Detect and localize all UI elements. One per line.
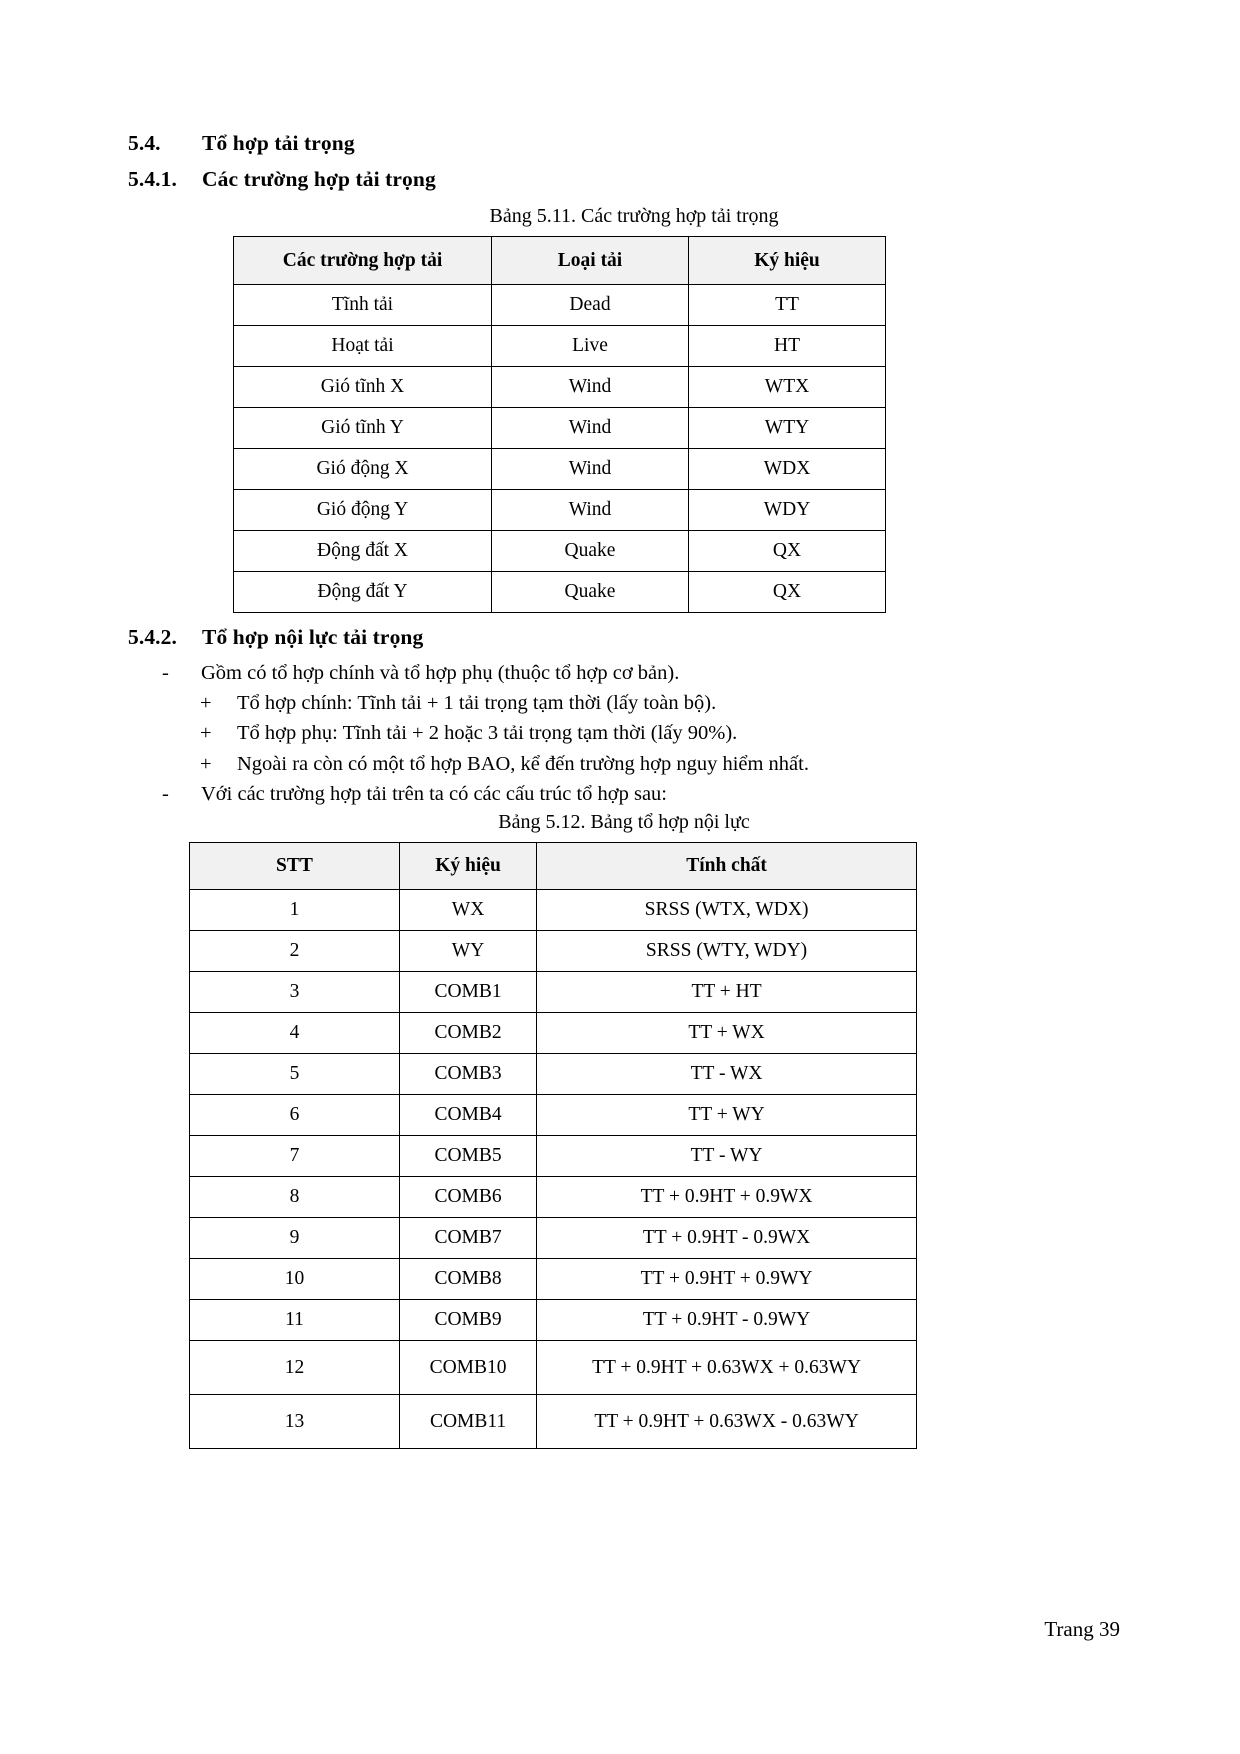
cell-stt: 7 [190,1136,400,1177]
cell-load-type: Wind [492,408,689,449]
list-item [128,779,1120,809]
cell-symbol: WDX [689,449,886,490]
table-row [190,1218,917,1259]
bullet-marker: + [200,691,212,714]
bullet-marker: - [162,661,169,684]
cell-property: TT + 0.9HT + 0.63WX - 0.63WY [537,1395,917,1449]
table-row [190,1395,917,1449]
bullet-marker: - [162,782,169,805]
cell-load-case: Hoạt tải [234,326,492,367]
cell-symbol: COMB7 [399,1218,536,1259]
page-footer: Trang 39 [1044,1617,1120,1641]
cell-load-type: Quake [492,572,689,613]
list-item [128,749,1120,779]
cell-stt: 2 [190,931,400,972]
table-row [234,449,886,490]
cell-load-type: Wind [492,449,689,490]
cell-symbol: COMB11 [399,1395,536,1449]
list-item-text: Gồm có tổ hợp chính và tổ hợp phụ (thuộc tổ hợp cơ bản). [201,661,680,684]
cell-stt: 4 [190,1013,400,1054]
table-internal-force-combinations [189,842,917,1449]
table-row [190,1259,917,1300]
cell-load-type: Live [492,326,689,367]
column-header-load-case: Các trường hợp tải [234,237,492,285]
cell-symbol: QX [689,572,886,613]
cell-stt: 5 [190,1054,400,1095]
section-number-5-4-1: 5.4.1. [128,166,177,191]
table-row [234,531,886,572]
cell-property: TT - WY [537,1136,917,1177]
column-header-symbol: Ký hiệu [689,237,886,285]
cell-stt: 10 [190,1259,400,1300]
cell-property: TT - WX [537,1054,917,1095]
cell-load-case: Gió động X [234,449,492,490]
table-row [190,1054,917,1095]
table-row [234,326,886,367]
table-row [234,285,886,326]
cell-symbol: COMB4 [399,1095,536,1136]
table-load-cases-body [234,285,886,613]
table-row [234,572,886,613]
cell-symbol: QX [689,531,886,572]
bullet-list [128,658,1120,810]
column-header-load-type: Loại tải [492,237,689,285]
cell-stt: 9 [190,1218,400,1259]
table-row [234,490,886,531]
cell-symbol: HT [689,326,886,367]
column-header-symbol: Ký hiệu [399,843,536,890]
cell-symbol: COMB10 [399,1341,536,1395]
cell-symbol: COMB8 [399,1259,536,1300]
section-title-5-4: Tổ hợp tải trọng [202,131,355,155]
cell-stt: 8 [190,1177,400,1218]
section-number-5-4: 5.4. [128,131,161,155]
cell-symbol: COMB9 [399,1300,536,1341]
table-header-row [190,843,917,890]
cell-load-type: Quake [492,531,689,572]
table-row [190,1177,917,1218]
table-row [190,1013,917,1054]
cell-symbol: WDY [689,490,886,531]
table-load-cases [233,236,886,613]
cell-load-type: Dead [492,285,689,326]
cell-symbol: COMB1 [399,972,536,1013]
list-item [128,718,1120,748]
table-row [190,931,917,972]
cell-property: TT + 0.9HT + 0.9WX [537,1177,917,1218]
bullet-marker: + [200,722,212,745]
cell-load-case: Gió động Y [234,490,492,531]
cell-load-type: Wind [492,490,689,531]
cell-property: TT + HT [537,972,917,1013]
column-header-stt: STT [190,843,400,890]
section-heading-5-4 [128,130,1120,158]
cell-symbol: WTY [689,408,886,449]
cell-load-case: Động đất X [234,531,492,572]
cell-stt: 6 [190,1095,400,1136]
table-header-row [234,237,886,285]
cell-property: SRSS (WTY, WDY) [537,931,917,972]
section-heading-5-4-1 [128,166,1120,194]
cell-symbol: TT [689,285,886,326]
cell-load-case: Động đất Y [234,572,492,613]
cell-property: TT + 0.9HT - 0.9WX [537,1218,917,1259]
bullet-marker: + [200,752,212,775]
table-row [190,1300,917,1341]
section-title-5-4-1: Các trường hợp tải trọng [202,166,436,191]
table-row [190,1341,917,1395]
cell-symbol: WTX [689,367,886,408]
table-row [190,972,917,1013]
cell-symbol: COMB5 [399,1136,536,1177]
cell-property: TT + 0.9HT + 0.9WY [537,1259,917,1300]
cell-load-case: Tĩnh tải [234,285,492,326]
cell-symbol: WX [399,890,536,931]
cell-property: SRSS (WTX, WDX) [537,890,917,931]
cell-load-type: Wind [492,367,689,408]
section-heading-5-4-2 [128,624,1120,652]
table-combinations-body [190,890,917,1449]
list-item [128,658,1120,688]
table-row [190,1095,917,1136]
table-row [234,408,886,449]
cell-stt: 13 [190,1395,400,1449]
column-header-property: Tính chất [537,843,917,890]
cell-stt: 3 [190,972,400,1013]
table-row [234,367,886,408]
list-item-text: Với các trường hợp tải trên ta có các cấu trúc tổ hợp sau: [201,782,668,805]
cell-stt: 11 [190,1300,400,1341]
list-item-text: Ngoài ra còn có một tổ hợp BAO, kể đến trường hợp nguy hiểm nhất. [237,752,809,775]
table-row [190,1136,917,1177]
list-item [128,688,1120,718]
list-item-text: Tổ hợp phụ: Tĩnh tải + 2 hoặc 3 tải trọng tạm thời (lấy 90%). [237,722,738,745]
section-number-5-4-2: 5.4.2. [128,625,177,650]
table-row [190,890,917,931]
cell-property: TT + 0.9HT - 0.9WY [537,1300,917,1341]
cell-load-case: Gió tĩnh Y [234,408,492,449]
section-title-5-4-2: Tổ hợp nội lực tải trọng [202,625,424,650]
cell-property: TT + WX [537,1013,917,1054]
cell-property: TT + 0.9HT + 0.63WX + 0.63WY [537,1341,917,1395]
cell-symbol: WY [399,931,536,972]
list-item-text: Tổ hợp chính: Tĩnh tải + 1 tải trọng tạm thời (lấy toàn bộ). [237,691,717,714]
table-caption-5-12: Bảng 5.12. Bảng tổ hợp nội lực [498,811,750,834]
cell-load-case: Gió tĩnh X [234,367,492,408]
cell-symbol: COMB2 [399,1013,536,1054]
cell-property: TT + WY [537,1095,917,1136]
cell-symbol: COMB6 [399,1177,536,1218]
cell-stt: 12 [190,1341,400,1395]
cell-stt: 1 [190,890,400,931]
table-caption-5-11: Bảng 5.11. Các trường hợp tải trọng [489,205,779,228]
cell-symbol: COMB3 [399,1054,536,1095]
